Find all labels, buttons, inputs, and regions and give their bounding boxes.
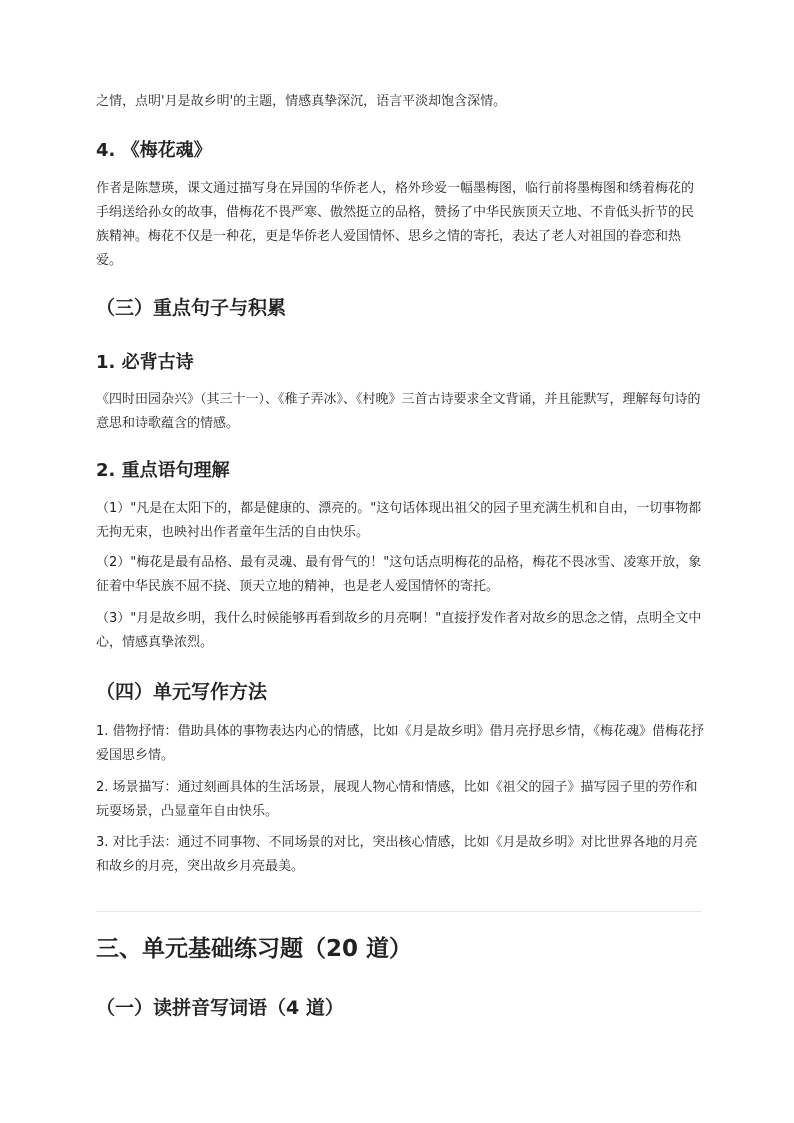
sub-2-heading: 2. 重点语句理解 bbox=[96, 460, 230, 481]
part-3-heading: （三）重点句子与积累 bbox=[96, 297, 287, 319]
sentence-item: （1）"凡是在太阳下的，都是健康的、漂亮的。"这句话体现出祖父的园子里充满生机和自由，一切事物都无拘无束，也映衬出作者童年生活的自由快乐。 bbox=[96, 501, 702, 540]
sub-1-heading: 1. 必背古诗 bbox=[96, 352, 194, 373]
method-item: 2. 场景描写：通过刻画具体的生活场景，展现人物心情和情感，比如《祖父的园子》描写园子里的劳作和玩耍场景，凸显童年自由快乐。 bbox=[96, 780, 698, 819]
section-divider bbox=[96, 911, 702, 912]
exercise-1-heading: （一）读拼音写词语（4 道） bbox=[96, 997, 344, 1019]
chapter-3-heading: 三、单元基础练习题（20 道） bbox=[96, 936, 413, 962]
sub-1-paragraph: 《四时田园杂兴》（其三十一）、《稚子弄冰》、《村晚》三首古诗要求全文背诵，并且能默写，理解每句诗的意思和诗歌蕴含的情感。 bbox=[96, 392, 701, 431]
sentence-item: （2）"梅花是最有品格、最有灵魂、最有骨气的！"这句话点明梅花的品格，梅花不畏冰雪、凌寒开放，象征着中华民族不屈不挠、顶天立地的精神，也是老人爱国情怀的寄托。 bbox=[96, 555, 702, 594]
intro-line: 之情，点明'月是故乡明'的主题，情感真挚深沉，语言平淡却饱含深情。 bbox=[96, 94, 507, 109]
method-item: 1. 借物抒情：借助具体的事物表达内心的情感，比如《月是故乡明》借月亮抒思乡情，《梅花魂》借梅花抒爱国思乡情。 bbox=[96, 724, 705, 763]
part-4-heading: （四）单元写作方法 bbox=[96, 681, 268, 703]
method-item: 3. 对比手法：通过不同事物、不同场景的对比，突出核心情感，比如《月是故乡明》对比世界各地的月亮和故乡的月亮，突出故乡月亮最美。 bbox=[96, 835, 698, 874]
section-4-heading: 4. 《梅花魂》 bbox=[96, 140, 212, 161]
section-4-paragraph: 作者是陈慧瑛，课文通过描写身在异国的华侨老人，格外珍爱一幅墨梅图，临行前将墨梅图和绣着梅花的手绢送给孙女的故事，借梅花不畏严寒、傲然挺立的品格，赞扬了中华民族顶天立地、不肯低头折节的民族精神。梅花不仅是一种花，更是华侨老人爱国情怀、思乡之情的寄托，表达了老人对祖国的眷恋和热爱。 bbox=[96, 181, 695, 268]
sentence-item: （3）"月是故乡明，我什么时候能够再看到故乡的月亮啊！"直接抒发作者对故乡的思念之情，点明全文中心，情感真挚浓烈。 bbox=[96, 611, 702, 650]
